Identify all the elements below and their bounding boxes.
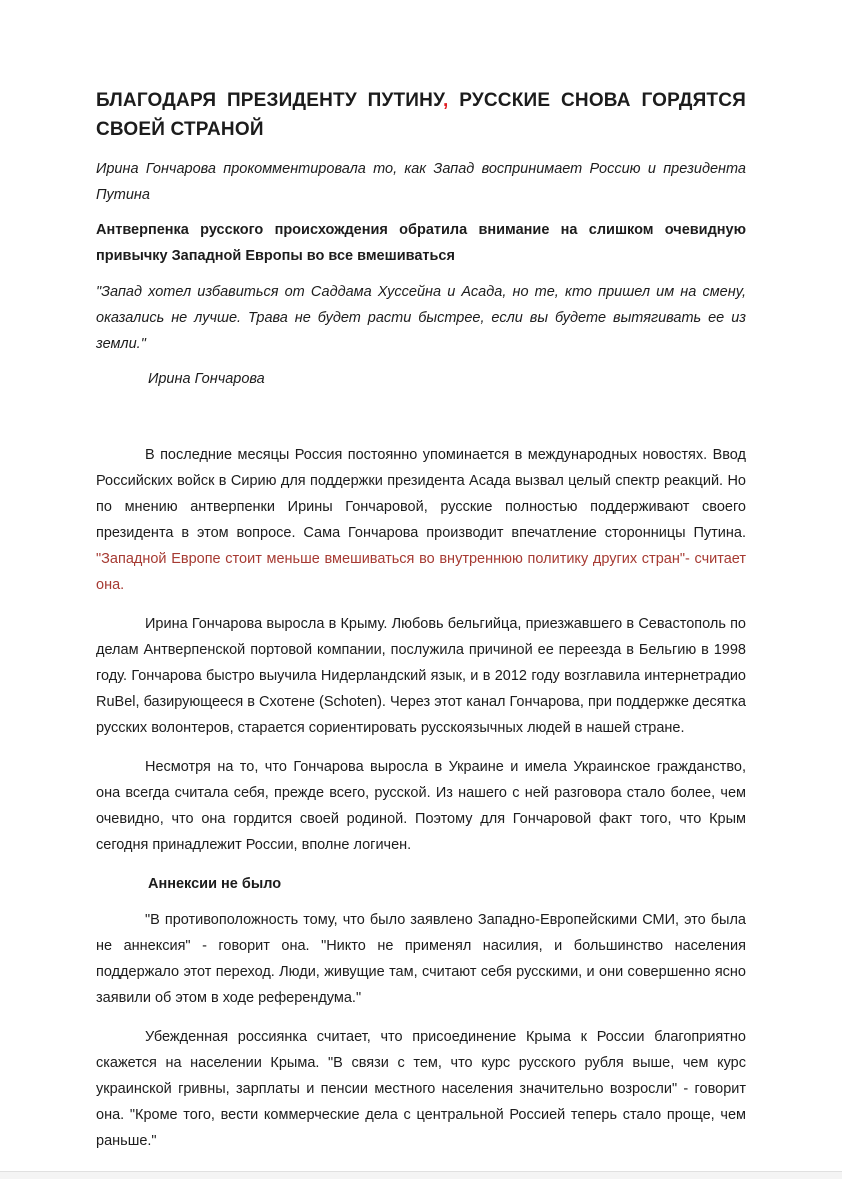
article-paragraph-2: Ирина Гончарова выросла в Крыму. Любовь бельгийца, приезжавшего в Севастополь по делам Антверпенской портовой компании, послужила причиной ее переезда в Бельгию в 1998 году. Гончарова быстро выучила Нидерландский язык, и в 2012 году возглавила интернетрадио RuBel, базирующееся в Схотене (Schoten). Через этот канал Гончарова, при поддержке десятка русских волонтеров, старается сориентировать русскоязычных людей в нашей стране. — [96, 616, 746, 736]
article-paragraph-1 — [96, 442, 746, 598]
article-title-red-comma: , — [442, 90, 449, 111]
article-title — [96, 86, 746, 144]
pull-quote: "Запад хотел избавиться от Саддама Хуссейна и Асада, но те, кто пришел им на смену, оказались не лучше. Трава не будет расти быстрее, если вы будете вытягивать ее из земли." — [96, 284, 746, 352]
article-paragraph-4: "В противоположность тому, что было заявлено Западно-Европейскими СМИ, это была не аннексия" - говорит она. "Никто не применял насилия, и большинство населения поддержало этот переход. Люди, живущие там, считают себя русскими, и они совершенно ясно заявили об этом в ходе референдума." — [96, 912, 746, 1006]
article-title-part1: БЛАГОДАРЯ ПРЕЗИДЕНТУ ПУТИНУ — [96, 90, 443, 111]
article-lede: Ирина Гончарова прокомментировала то, как Запад воспринимает Россию и президента Путина — [96, 161, 746, 203]
article-paragraph-5: Убежденная россиянка считает, что присоединение Крыма к России благоприятно скажется на населении Крыма. "В связи с тем, что курс русского рубля выше, чем курс украинской гривны, зарплаты и пенсии местного населения значительно возросли" - говорит она. "Кроме того, вести коммерческие дела с центральной Россией теперь стало проще, чем раньше." — [96, 1029, 746, 1149]
paragraph-1-red-quote: "Западной Европе стоит меньше вмешиваться во внутреннюю политику других стран"- считает она. — [96, 551, 746, 593]
article-title-part2: РУССКИЕ СНОВА ГОРДЯТСЯ СВОЕЙ СТРАНОЙ — [96, 90, 747, 140]
section-heading-annexation: Аннексии не было — [148, 876, 282, 892]
page-bottom-edge — [0, 1171, 842, 1179]
quote-attribution: Ирина Гончарова — [148, 371, 265, 387]
article-standfirst: Антверпенка русского происхождения обратила внимание на слишком очевидную привычку Западной Европы во все вмешиваться — [96, 222, 746, 264]
article-paragraph-3: Несмотря на то, что Гончарова выросла в Украине и имела Украинское гражданство, она всегда считала себя, прежде всего, русской. Из нашего с ней разговора стало более, чем очевидно, что она гордится своей родиной. Поэтому для Гончаровой факт того, что Крым сегодня принадлежит России, вполне логичен. — [96, 759, 746, 853]
paragraph-1-text: В последние месяцы Россия постоянно упоминается в международных новостях. Ввод Российских войск в Сирию для поддержки президента Асада вызвал целый спектр реакций. Но по мнению антверпенки Ирины Гончаровой, русские полностью поддерживают своего президента в этом вопросе. Сама Гончарова производит впечатление сторонницы Путина. — [96, 447, 746, 541]
